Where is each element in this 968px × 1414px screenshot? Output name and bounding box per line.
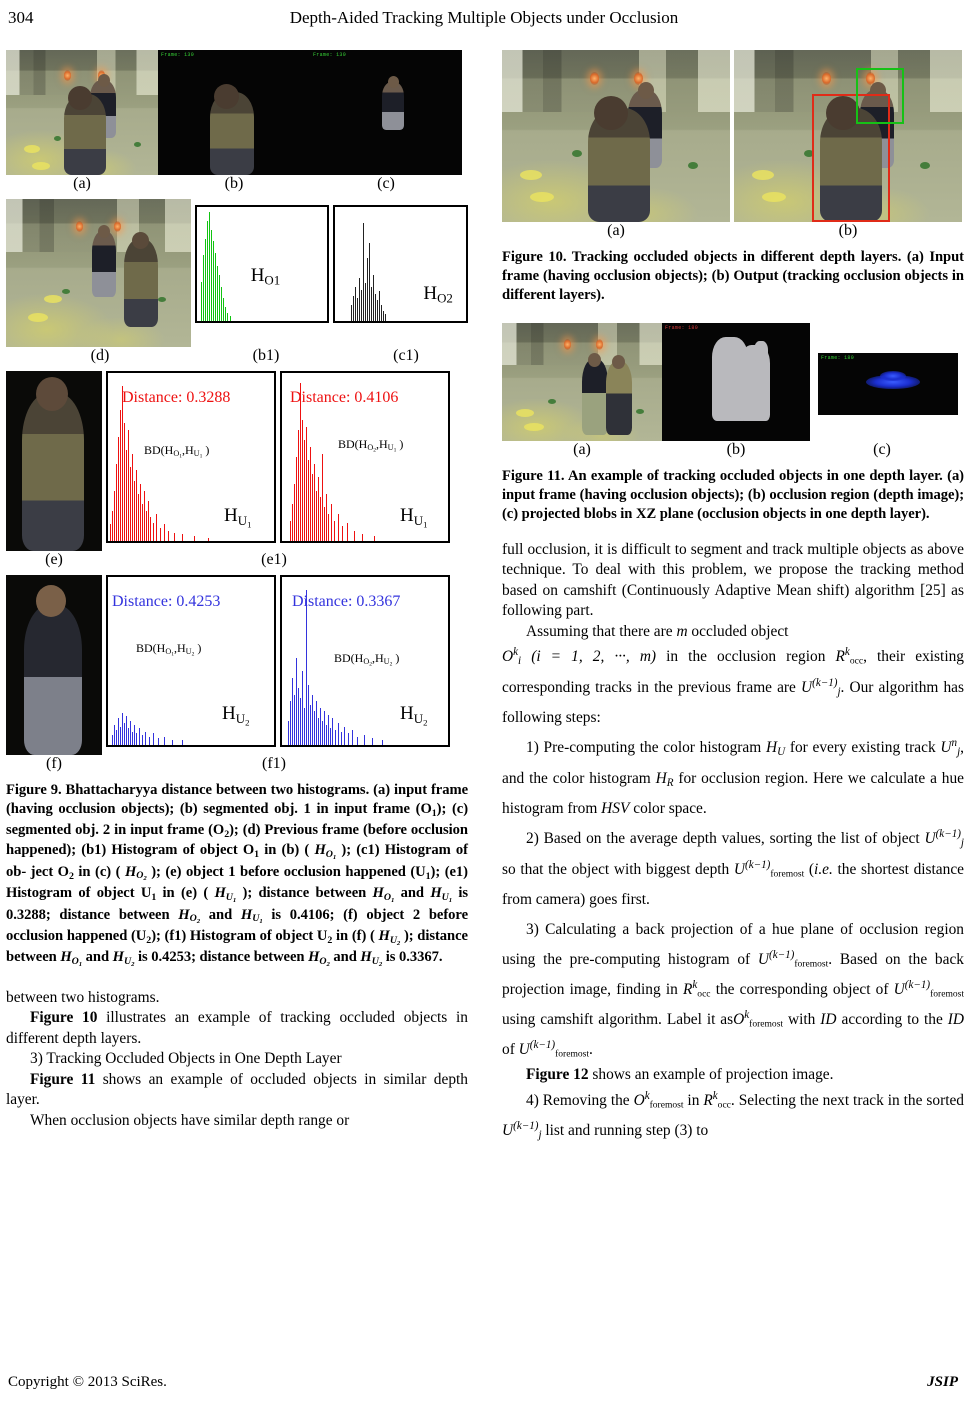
paragraph: 3) Tracking Occluded Objects in One Depth Layer	[30, 1050, 342, 1068]
distance-label: Distance: 0.3367	[292, 593, 401, 610]
paragraph: $O^ki$ (i = 1, 2, ···, m) in the occlusion region $R^kocc$, their existing corresponding tracks in the previous frame are $U^{(k-1)}j$. Our algorithm has following steps:	[502, 646, 964, 727]
bd-label: $BD(H_{O_1},H_{U_1}$ )	[144, 443, 210, 460]
math-m: m	[676, 622, 688, 640]
figure9-panel-e1-left	[106, 371, 276, 543]
figure9-row1-sublabels	[6, 175, 468, 197]
figure9-row2	[6, 199, 468, 369]
distance-label: Distance: 0.4106	[290, 389, 399, 406]
figure10-sublabels	[502, 222, 964, 244]
frame-tag: Frame: 180	[821, 354, 855, 361]
sublabel-b: (b)	[726, 440, 746, 458]
math-HU: HU	[765, 739, 786, 759]
figure9-row2-sublabels	[6, 347, 468, 369]
figure9-panel-d	[6, 199, 191, 347]
histogram-label-HO2: $H_{O2}$	[423, 283, 453, 306]
figure9-panel-e1-right	[280, 371, 450, 543]
figure9-caption-title: Figure 9. Bhattacharyya distance between two histograms.	[6, 782, 370, 798]
page-number: 304	[8, 8, 34, 27]
figure9-panel-f	[6, 575, 102, 755]
sublabel-a: (a)	[573, 440, 591, 458]
running-title: Depth-Aided Tracking Multiple Objects under Occlusion	[289, 8, 679, 27]
figure9-row3-sublabels	[6, 551, 468, 573]
math-Uforemost: $U^{(k-1)}foremost$	[757, 949, 829, 970]
math-Ujn: $U^nj$	[940, 737, 961, 759]
figure9-row3	[6, 371, 468, 573]
figure10-panel-a	[502, 50, 730, 222]
distance-label: Distance: 0.4253	[112, 593, 221, 610]
figure9-row1	[6, 50, 468, 197]
figure9-row4	[6, 575, 468, 777]
histogram-bars-green	[197, 207, 328, 321]
figure9-caption-body: (a) input frame (having occlusion objects); (b) segmented obj. 1 in input frame $(O_1)$; (c) segmented obj. 2 in input frame $(O_2)$; (d) Previous frame (before occlusion happened); (b1) Histogram of object $O_1$ in (b) ( $H_{O_1}$ ); (c1) Histogram of ob- ject $O_2$ in (c) ( $H_{O_2}$ ); (e) object 1 before occlusion happened $(U_1)$; (e1) Histogram of object $U_1$ in (e) ( $H_{U_1}$ ); distance between $H_{O_1}$ and $H_{U_1}$ is 0.3288; distance between $H_{O_2}$ and $H_{U_1}$ is 0.4106; (f) object 2 before occlusion happened $(U_2)$; (f1) Histogram of object $U_2$ in (f) ( $H_{U_2}$ ); distance between $H_{O_1}$ and $H_{U_2}$ is 0.4253; distance between $H_{O_2}$ and $H_{U_2}$ is 0.3367.	[6, 782, 469, 968]
math-Uforemost: $U^{(k-1)}foremost$	[893, 979, 964, 1000]
paragraph: 3) Calculating a back projection of a hue plane of occlusion region using the pre-computing histogram of $U^{(k-1)}foremost$. Based on the back projection image, finding in $R^kocc$ the corresponding object of $U^{(k-1)}foremost$ using camshift algorithm. Label it asO$^k$foremost with ID according to the ID of $U^{(k-1)}foremost$.	[502, 920, 964, 1060]
sublabel-b: (b)	[838, 222, 858, 239]
page-footer	[0, 1374, 968, 1396]
sublabel-c1: (c1)	[393, 347, 419, 364]
left-body-text	[6, 988, 468, 1131]
math-HSV: HSV	[601, 800, 630, 818]
figure9-panel-f1-left	[106, 575, 276, 747]
sublabel-b1: (b1)	[252, 347, 280, 364]
figure10-caption: Figure 10. Tracking occluded objects in different depth layers. (a) Input frame (having occlusion objects); (b) Output (tracking occlusion objects in different layers).	[502, 249, 964, 303]
sublabel-c: (c)	[377, 175, 395, 192]
sublabel-f1: (f1)	[262, 755, 286, 772]
distance-value-HO2-HU1: 0.4106	[289, 906, 330, 923]
math-HR: HR	[655, 769, 674, 789]
histogram-label-HU2: $H_{U_2}$	[222, 703, 250, 728]
journal-abbreviation: JSIP	[927, 1374, 958, 1390]
paragraph: 1) Pre-computing the color histogram HU for every existing track $U^nj$, and the color histogram HR for occlusion region. Here we calculate a hue histogram from HSV color space.	[502, 737, 964, 818]
figure9-panel-f1-right	[280, 575, 450, 747]
depth-blob	[720, 381, 740, 421]
figure11-sublabels	[502, 441, 964, 463]
sublabel-a: (a)	[73, 175, 91, 192]
right-body-text	[502, 540, 964, 1146]
figure9-panel-b1	[195, 205, 330, 323]
figure11-ref: Figure 11	[30, 1070, 96, 1088]
math-ID: ID	[820, 1010, 837, 1028]
histogram-label-HO1: $H_{O1}$	[250, 265, 281, 288]
math-Uforemost: $U^{(k-1)}foremost$	[733, 859, 805, 880]
bd-label: $BD(H_{O_2},H_{U_2}$ )	[334, 651, 400, 668]
math-index-range: (i = 1, 2, ···, m)	[531, 648, 657, 666]
math-Uj: $U^{(k-1)}j$	[801, 676, 841, 698]
math-Uj-k1: $U^{(k-1)}j$	[502, 1119, 542, 1141]
paragraph: 2) Based on the average depth values, sorting the list of object $U^{(k-1)}j$ so that the object with biggest depth $U^{(k-1)}foremost$ (i.e. the shortest distance from camera) goes first.	[502, 828, 964, 908]
track-box-object2	[856, 68, 904, 124]
right-column	[502, 50, 964, 1146]
paragraph: When occlusion objects have similar depth range or	[30, 1111, 350, 1129]
paragraph: between two histograms.	[6, 988, 160, 1006]
math-Uj-k1: $U^{(k-1)}j$	[924, 828, 964, 850]
histogram-label-HU1: $H_{U_1}$	[224, 505, 252, 530]
bd-label: $BD(H_{O_1},H_{U_2}$ )	[136, 641, 202, 658]
sublabel-e: (e)	[45, 551, 63, 568]
figure11-panel-b	[662, 323, 810, 441]
frame-tag: Frame: 130	[161, 52, 195, 58]
figure9-row4-sublabels	[6, 755, 468, 777]
frame-tag: Frame: 180	[665, 324, 699, 331]
figure9-panel-e	[6, 371, 102, 551]
figure9-panel-c	[310, 50, 462, 175]
figure11-panel-c	[818, 353, 958, 415]
figure11	[502, 323, 964, 463]
frame-tag: Frame: 130	[313, 52, 347, 58]
math-Oforemost: $O^kforemost$	[733, 1009, 784, 1030]
math-Rocc: $R^kocc$	[682, 979, 711, 1000]
figure10-panel-b	[734, 50, 962, 222]
paragraph: Figure 10 illustrates an example of tracking occluded objects in different depth layers.	[6, 1009, 468, 1047]
figure9-panel-c1	[333, 205, 468, 323]
figure11-panel-a	[502, 323, 662, 441]
distance-value-HO1-HU2: 0.4253	[151, 949, 192, 966]
figure10	[502, 50, 964, 244]
sublabel-a: (a)	[607, 222, 625, 239]
distance-value-HO1-HU1: 0.3288	[6, 906, 46, 923]
sublabel-d: (d)	[90, 347, 110, 364]
copyright-notice: Copyright © 2013 SciRes.	[8, 1374, 167, 1390]
figure9-panel-b	[158, 50, 310, 175]
figure9-panel-a	[6, 50, 158, 175]
paragraph: Assuming that there are m occluded object	[526, 622, 789, 640]
distance-value-HO2-HU2: 0.3367	[399, 949, 439, 966]
paragraph: 4) Removing the $O^kforemost$ in $R^kocc$. Selecting the next track in the sorted $U^{(k-1)}j$ list and running step (3) to	[502, 1089, 965, 1141]
sublabel-c: (c)	[873, 440, 891, 458]
sublabel-b: (b)	[224, 175, 244, 192]
paragraph: full occlusion, it is difficult to segment and track multiple objects as above technique. To deal with this problem, we propose the tracking method based on camshift (Continuously Adaptive Mean shift) algorithm [25] as following part.	[502, 540, 964, 620]
math-Uforemost: $U^{(k-1)}foremost$	[518, 1039, 589, 1060]
projected-blob	[880, 371, 906, 381]
math-Oforemost: $O^kforemost$	[633, 1089, 684, 1110]
left-column	[6, 50, 468, 1131]
paragraph: Figure 11 shows an example of occluded objects in similar depth layer.	[6, 1070, 468, 1109]
figure11-caption: Figure 11. An example of tracking occluded objects in one depth layer. (a) input frame (having occlusion objects); (b) occlusion region (depth image); (c) projected blobs in XZ plane (occlusion objects in one depth layer).	[502, 467, 964, 522]
figure9-caption	[6, 781, 468, 970]
sublabel-e1: (e1)	[261, 551, 287, 568]
math-ie: i.e.	[814, 860, 833, 878]
running-head	[0, 8, 968, 34]
math-Oik: $O^ki$	[502, 646, 522, 668]
figure12-ref: Figure 12	[526, 1066, 589, 1084]
math-Rocc: $R^kocc$	[835, 646, 864, 667]
sublabel-f: (f)	[46, 755, 62, 772]
bd-label: $BD(H_{O_2},H_{U_1}$ )	[338, 437, 404, 454]
math-Rocc: $R^kocc$	[703, 1089, 731, 1110]
paragraph: Figure 12 shows an example of projection image.	[526, 1066, 834, 1084]
figure10-ref: Figure 10	[30, 1009, 98, 1027]
figure11-panel-c-wrap	[810, 323, 958, 441]
histogram-label-HU2: $H_{U_2}$	[400, 703, 428, 728]
distance-label: Distance: 0.3288	[122, 389, 231, 406]
histogram-label-HU1: $H_{U_1}$	[400, 505, 428, 530]
depth-blob	[754, 341, 768, 363]
math-ID: ID	[947, 1010, 964, 1028]
